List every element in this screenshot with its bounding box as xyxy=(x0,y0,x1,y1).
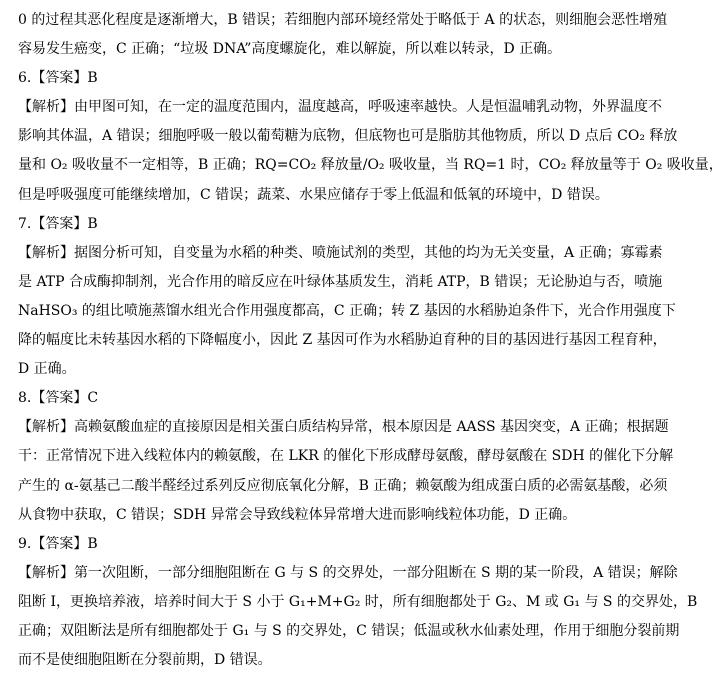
text-block xyxy=(18,6,723,675)
answer-heading: 9.【答案】B xyxy=(18,535,98,552)
text-line: 【解析】据图分析可知，自变量为水稻的种类、喷施试剂的类型，其他的均为无关变量，A 正确；寡霉素 xyxy=(18,244,663,261)
text-line: NaHSO₃ 的组比喷施蒸馏水组光合作用强度都高，C 正确；转 Z 基因的水稻胁迫条件下，光合作用强度下 xyxy=(18,302,676,319)
text-line: D 正确。 xyxy=(18,361,76,378)
text-line: 正确；双阻断法是所有细胞都处于 G₁ 与 S 的交界处，C 错误；低温或秋水仙素处理，作用于细胞分裂前期 xyxy=(18,622,680,639)
text-line: 降的幅度比未转基因水稻的下降幅度小，因此 Z 基因可作为水稻胁迫育种的目的基因进行基因工程育种， xyxy=(18,332,667,349)
answer-heading: 6.【答案】B xyxy=(18,70,98,87)
text-line: 从食物中获取，C 错误；SDH 异常会导致线粒体异常增大进而影响线粒体功能，D 正确。 xyxy=(18,506,577,523)
text-line: 产生的 α-氨基己二酸半醛经过系列反应彻底氧化分解，B 正确；赖氨酸为组成蛋白质的必需氨基酸，必须 xyxy=(18,477,668,494)
text-line: 【解析】第一次阻断，一部分细胞阻断在 G 与 S 的交界处，一部分阻断在 S 期的某一阶段，A 错误；解除 xyxy=(18,564,678,581)
text-line: 0 的过程其恶化程度是逐渐增大，B 错误；若细胞内部环境经常处于略低于 A 的状态，则细胞会恶性增殖 xyxy=(18,12,668,28)
text-line: 【解析】高赖氨酸血症的直接原因是相关蛋白质结构异常，根本原因是 AASS 基因突变，A 正确；根据题 xyxy=(18,419,669,436)
text-line: 阻断 I，更换培养液，培养时间大于 S 小于 G₁+M+G₂ 时，所有细胞都处于 G₂、M 或 G₁ 与 S 的交界处，B xyxy=(18,593,698,610)
answer-heading: 8.【答案】C xyxy=(18,390,99,407)
text-line: 但是呼吸强度可能继续增加，C 错误；蔬菜、水果应储存于零上低温和低氧的环境中，D 错误。 xyxy=(18,186,609,203)
text-line: 量和 O₂ 吸收量不一定相等，B 正确；RQ=CO₂ 释放量/O₂ 吸收量，当 RQ=1 时，CO₂ 释放量等于 O₂ 吸收量， xyxy=(18,157,723,174)
text-line: 影响其体温，A 错误；细胞呼吸一般以葡萄糖为底物，但底物也可是脂肪其他物质，所以 D 点后 CO₂ 释放 xyxy=(18,128,678,145)
answer-heading: 7.【答案】B xyxy=(18,215,98,232)
text-line: 是 ATP 合成酶抑制剂，光合作用的暗反应在叶绿体基质发生，消耗 ATP，B 错误；无论胁迫与否，喷施 xyxy=(18,273,663,290)
text-line: 而不是使细胞阻断在分裂前期，D 错误。 xyxy=(18,652,272,669)
text-line: 干：正常情况下进入线粒体内的赖氨酸，在 LKR 的催化下形成酵母氨酸，酵母氨酸在 SDH 的催化下分解 xyxy=(18,448,674,465)
text-line: 容易发生癌变，C 正确；“垃圾 DNA”高度螺旋化，难以解旋，所以难以转录，D 正确。 xyxy=(18,41,562,58)
text-line: 【解析】由甲图可知，在一定的温度范围内，温度越高，呼吸速率越快。人是恒温哺乳动物，外界温度不 xyxy=(18,99,662,116)
